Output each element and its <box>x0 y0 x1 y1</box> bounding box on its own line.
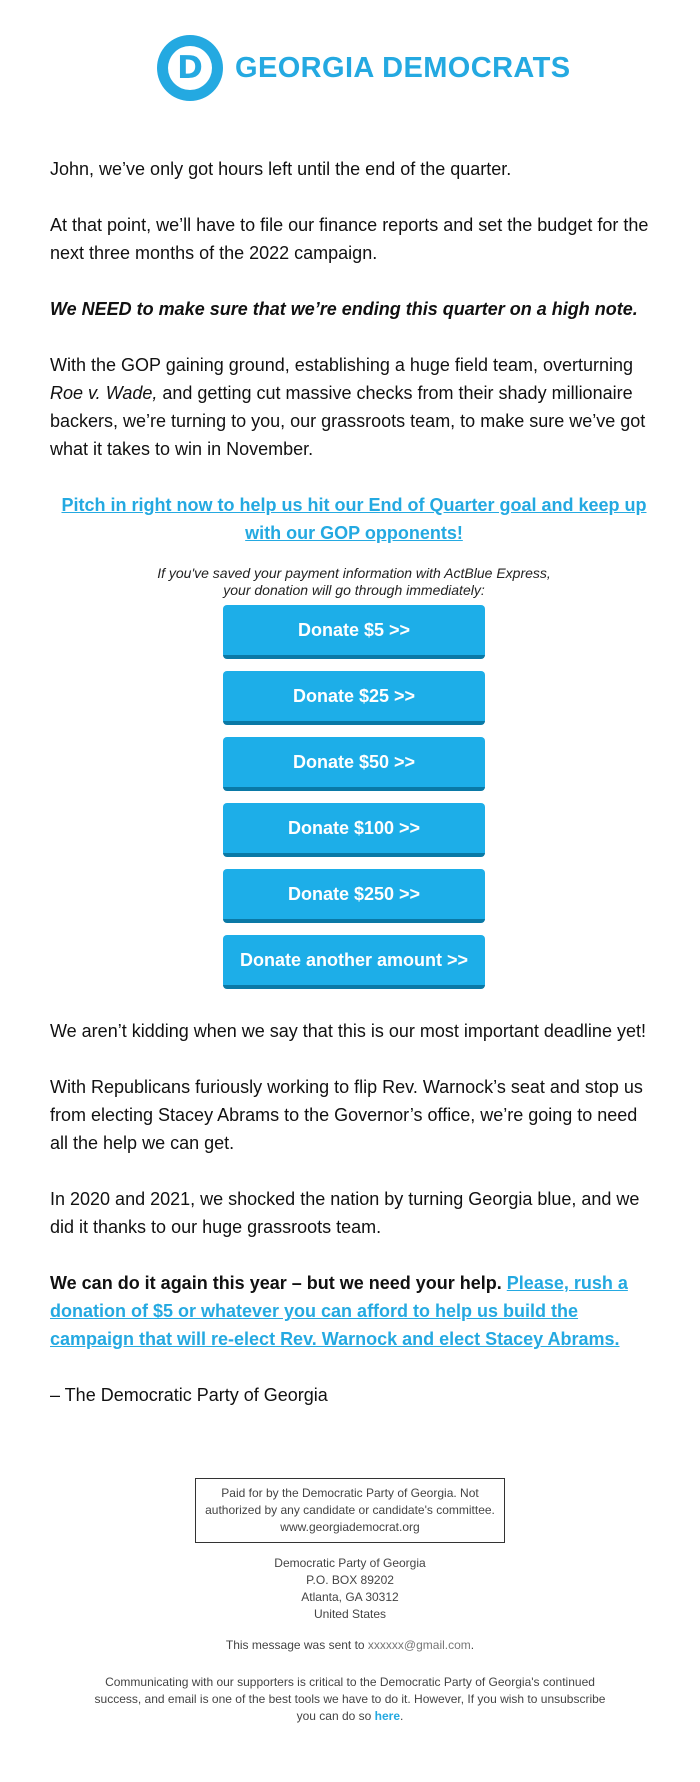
paid-for-disclaimer: Paid for by the Democratic Party of Georgia. Not authorized by any candidate or candidate's committee. www.georgiademocrat.org <box>195 1478 505 1543</box>
donate-25-button[interactable]: Donate $25 >> <box>223 671 485 725</box>
logo-text: GEORGIA DEMOCRATS <box>235 51 571 84</box>
donate-another-amount-button[interactable]: Donate another amount >> <box>223 935 485 989</box>
finance-paragraph: At that point, we’ll have to file our finance reports and set the budget for the next three months of the 2022 campaign. <box>50 215 649 263</box>
high-note-paragraph: We NEED to make sure that we’re ending this quarter on a high note. <box>50 299 638 319</box>
email-footer <box>0 1478 700 1725</box>
help-paragraph <box>50 1269 658 1353</box>
unsubscribe-notice: Communicating with our supporters is critical to the Democratic Party of Georgia's continued success, and email is one of the best tools we have to do it. However, If you wish to unsubscribe you can do so here. <box>94 1675 606 1723</box>
signature: – The Democratic Party of Georgia <box>50 1385 328 1405</box>
website-url: www.georgiademocrat.org <box>280 1520 420 1534</box>
republicans-paragraph: With Republicans furiously working to flip Rev. Warnock’s seat and stop us from electing Stacey Abrams to the Governor’s office, we’re going to need all the help we can get. <box>50 1077 643 1153</box>
sent-to-notice: This message was sent to xxxxxx@gmail.com. <box>225 1638 475 1652</box>
intro-paragraph: John, we’ve only got hours left until the end of the quarter. <box>50 159 512 179</box>
email-header <box>0 34 700 104</box>
help-bold-text: We can do it again this year – but we need your help. <box>50 1273 502 1293</box>
donate-button-group <box>223 605 485 989</box>
democrat-d-icon: D <box>157 35 223 101</box>
georgia-democrats-logo[interactable] <box>157 34 570 102</box>
deadline-paragraph: We aren’t kidding when we say that this is our most important deadline yet! <box>50 1021 646 1041</box>
donate-100-button[interactable]: Donate $100 >> <box>223 803 485 857</box>
mailing-address: Democratic Party of Georgia P.O. BOX 89202 Atlanta, GA 30312 United States <box>274 1556 426 1621</box>
recipient-email: xxxxxx@gmail.com <box>367 1638 471 1652</box>
email-body <box>50 155 658 1437</box>
donate-50-button[interactable]: Donate $50 >> <box>223 737 485 791</box>
unsubscribe-link[interactable]: here <box>374 1709 401 1723</box>
actblue-note: If you've saved your payment information with ActBlue Express, your donation will go through immediately: <box>157 565 551 598</box>
pitch-in-link[interactable]: Pitch in right now to help us hit our End of Quarter goal and keep up with our GOP opponents! <box>61 495 647 543</box>
grassroots-paragraph: In 2020 and 2021, we shocked the nation by turning Georgia blue, and we did it thanks to our huge grassroots team. <box>50 1189 640 1237</box>
donate-250-button[interactable]: Donate $250 >> <box>223 869 485 923</box>
rush-donation-link[interactable]: Please, rush a donation of $5 or whatever you can afford to help us build the campaign that will re-elect Rev. Warnock and elect Stacey Abrams. <box>50 1273 628 1349</box>
roe-v-wade-text: Roe v. Wade, <box>50 383 158 403</box>
gop-paragraph: With the GOP gaining ground, establishing a huge field team, overturning Roe v. Wade, and getting cut massive checks from their shady millionaire backers, we’re turning to you, our grassroots team, to make sure we’ve got what it takes to win in November. <box>50 355 646 459</box>
donate-5-button[interactable]: Donate $5 >> <box>223 605 485 659</box>
